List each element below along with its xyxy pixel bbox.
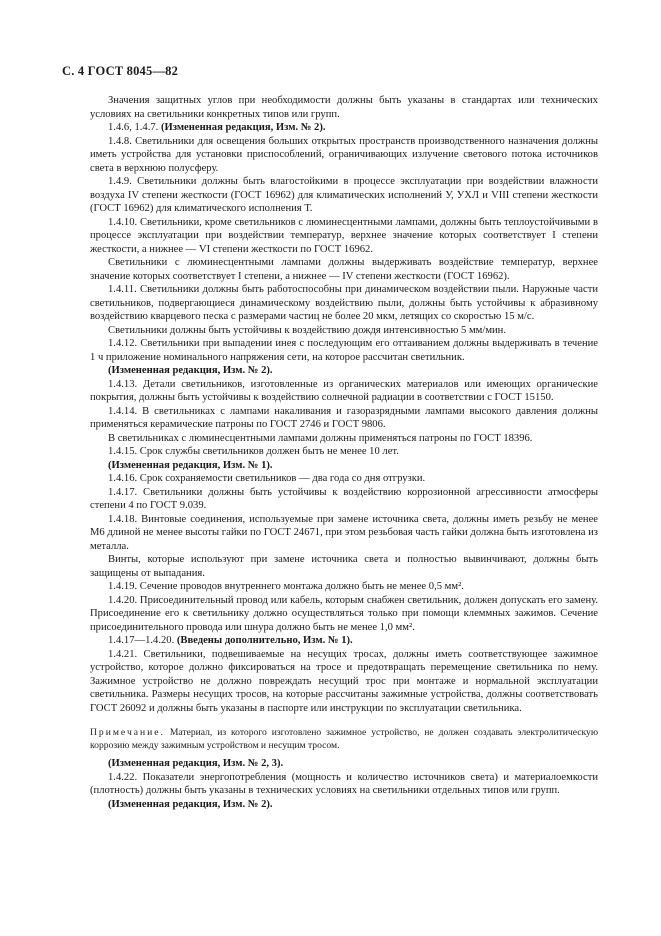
- amendment-note: (Введены дополнительно, Изм. № 1).: [176, 635, 353, 646]
- paragraph: 1.4.19. Сечение проводов внутреннего монтажа должно быть не менее 0,5 мм².: [108, 581, 464, 592]
- paragraph: Значения защитных углов при необходимости должны быть указаны в стандартах или технических условиях на светильники конкретных типов или групп.: [90, 95, 598, 120]
- amendment-note: (Измененная редакция, Изм. № 1).: [108, 459, 273, 471]
- paragraph: 1.4.8. Светильники для освещения больших открытых пространств производственного назначения должны иметь устройства для установки приспособлений, ограничивающих излучение светового потока источников света в верхнюю полусферу.: [90, 135, 598, 174]
- amendment-line: [90, 459, 598, 473]
- amendment-line: [90, 121, 598, 135]
- amendment-note: (Измененная редакция, Изм. № 2).: [160, 122, 326, 133]
- note-text: Материал, из которого изготовлено зажимное устройство, не должен создавать электролитическую коррозию между зажимным устройством и несущим тросом.: [90, 727, 598, 751]
- amendment-line: [90, 634, 598, 648]
- paragraph: 1.4.14. В светильниках с лампами накаливания и газоразрядными лампами высокого давления должны применяться керамические патроны по ГОСТ 2746 и ГОСТ 9806.: [90, 405, 598, 430]
- amendment-note: (Измененная редакция, Изм. № 2, 3).: [108, 758, 284, 769]
- paragraph: 1.4.9. Светильники должны быть влагостойкими в процессе эксплуатации при воздействии влажности воздуха IV степени жесткости (ГОСТ 16962) для климатических исполнений У, УХЛ и VIII степени жесткости (ГОСТ 16962) для климатического исполнения Т.: [90, 176, 598, 214]
- paragraph: В светильниках с люминесцентными лампами должны применяться патроны по ГОСТ 18396.: [108, 432, 533, 444]
- note: [90, 727, 598, 752]
- amendment-line: [90, 364, 598, 378]
- paragraph: 1.4.16. Срок сохраняемости светильников — два года со дня отгрузки.: [108, 473, 426, 484]
- note-label: Примечание.: [90, 727, 165, 738]
- paragraph: 1.4.10. Светильники, кроме светильников с люминесцентными лампами, должны быть теплоустойчивыми в процессе эксплуатации при воздействии температур, верхнее значение которых соответствует I степени жесткости, а нижнее — VI степени жесткости по ГОСТ 16962.: [90, 216, 598, 255]
- paragraph: Светильники с люминесцентными лампами должны выдерживать воздействие температур, верхнее значение которых соответствует I степени, а нижнее — IV степени жесткости (ГОСТ 16962).: [90, 257, 598, 282]
- document-body: [90, 94, 598, 811]
- paragraph: 1.4.11. Светильники должны быть работоспособны при динамическом воздействии пыли. Наружные части светильников, подвергающиеся динамическому воздействию пыли, должны быть устойчивы к абразивному воздействию кварцевого песка с размерами частиц не более 20 мкм, летящих со скоростью 15 м/с.: [90, 284, 598, 322]
- amendment-note: (Измененная редакция, Изм. № 2).: [108, 798, 273, 810]
- paragraph: Светильники должны быть устойчивы к воздействию дождя интенсивностью 5 мм/мин.: [108, 324, 507, 336]
- page-header: С. 4 ГОСТ 8045—82: [62, 64, 179, 78]
- paragraph: 1.4.13. Детали светильников, изготовленные из органических материалов или имеющих органические покрытия, должны быть устойчивы к воздействию солнечной радиации в соответствии с ГОСТ 15150.: [90, 378, 598, 403]
- clause-ref: 1.4.6, 1.4.7.: [108, 122, 161, 133]
- paragraph: 1.4.15. Срок службы светильников должен быть не менее 10 лет.: [108, 446, 399, 457]
- amendment-note: (Измененная редакция, Изм. № 2).: [108, 365, 273, 376]
- paragraph: 1.4.17. Светильники должны быть устойчивы к воздействию коррозионной агрессивности атмосферы степени 4 по ГОСТ 9.039.: [90, 486, 598, 511]
- paragraph: 1.4.18. Винтовые соединения, используемые при замене источника света, должны иметь резьбу не менее М6 длиной не менее высоты гайки по ГОСТ 24671, при этом резьбовая часть гайки должна быть изготовлена из металла.: [90, 513, 598, 552]
- paragraph: 1.4.20. Присоединительный провод или кабель, которым снабжен светильник, должен допускать его замену. Присоединение его к светильнику должно осуществляться только при помощи клеммных зажимов. Сечение присоединительного провода или шнура должно быть не менее 1,0 мм².: [90, 594, 598, 633]
- paragraph: 1.4.12. Светильники при выпадении инея с последующим его оттаиванием должны выдерживать в течение 1 ч приложение номинального напряжения сети, на которое рассчитан светильник.: [90, 338, 598, 363]
- paragraph: 1.4.21. Светильники, подвешиваемые на несущих тросах, должны иметь соответствующее зажимное устройство, которое должно фиксироваться на тросе и предотвращать перемещение светильника по нему. Зажимное устройство не должно повреждать несущий трос при монтаже и нормальной эксплуатации светильника. Размеры несущих тросов, на которые рассчитаны зажимные устройства, должны соответствовать ГОСТ 26092 и должны быть указаны в паспорте или инструкции по эксплуатации светильника.: [90, 648, 598, 714]
- clause-ref: 1.4.17—1.4.20.: [108, 635, 177, 646]
- amendment-line: [90, 757, 598, 771]
- amendment-line: [90, 798, 598, 812]
- paragraph: Винты, которые используют при замене источника света и полностью вывинчивают, должны быть защищены от выпадания.: [90, 554, 598, 579]
- paragraph: 1.4.22. Показатели энергопотребления (мощность и количество источников света) и материалоемкости (плотность) должны быть указаны в технических условиях на светильники отдельных типов или групп.: [90, 771, 598, 796]
